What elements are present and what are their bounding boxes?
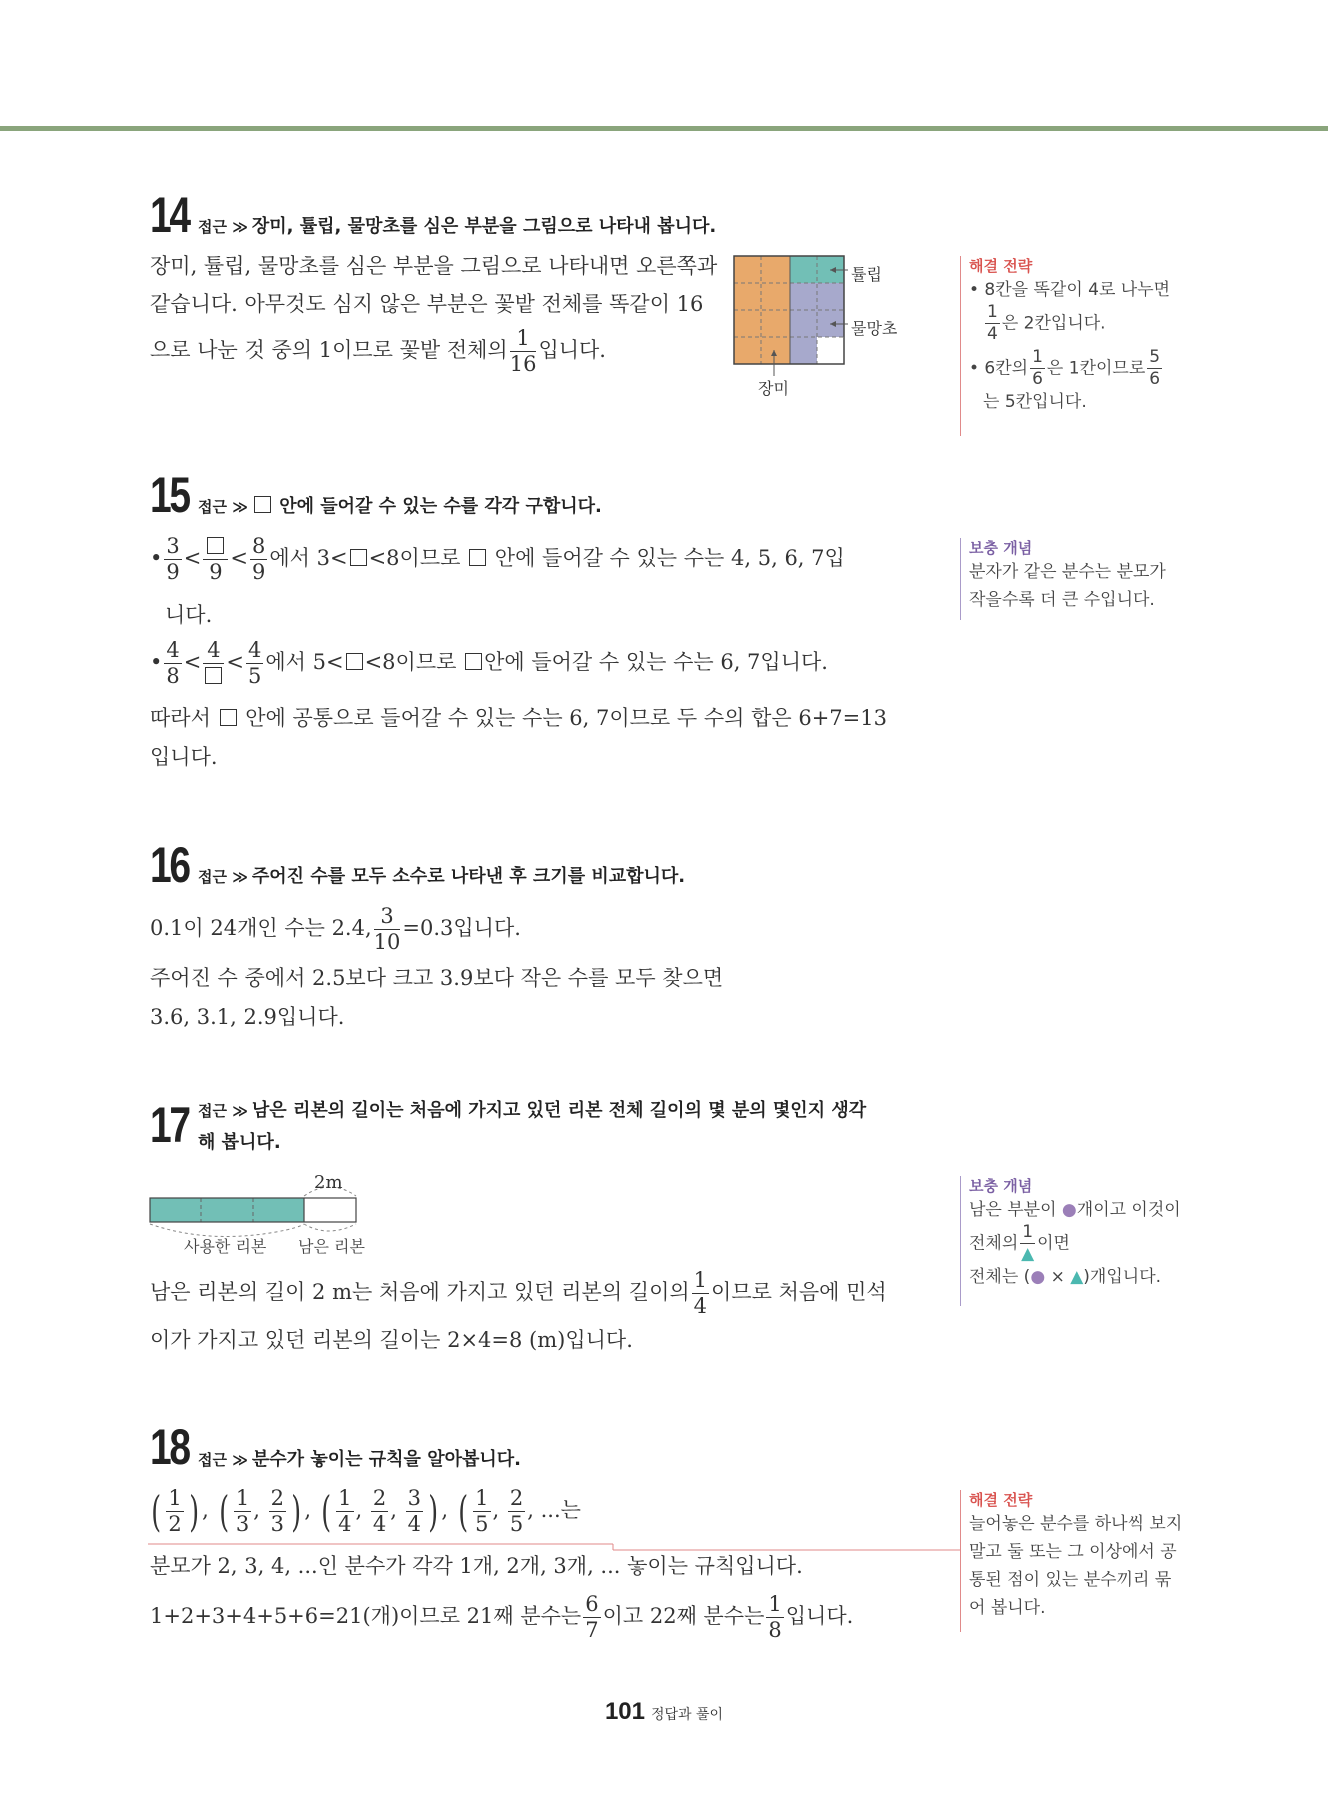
ribbon-figure — [148, 1172, 388, 1242]
note-head: 보충 개념 — [969, 1177, 1033, 1195]
fraction: $\frac{1}{16}$ — [509, 326, 537, 376]
p18-underline — [148, 1540, 978, 1554]
fraction: $\frac{5}{6}$ — [1149, 347, 1161, 389]
p18-line2: 분모가 2, 3, 4, ...인 분수가 각각 1개, 2개, 3개, ... 놓이는 규칙입니다. — [150, 1554, 803, 1578]
blank-box — [469, 549, 486, 566]
fraction: $\frac{1}{4}$ — [338, 1486, 352, 1536]
note-line: 늘어놓은 분수를 하나씩 보지 — [969, 1514, 1183, 1534]
fraction: $\frac{1}{2}$ — [168, 1486, 182, 1536]
p18-line3: 1+2+3+4+5+6=21(개)이므로 21째 분수는 $\frac{6}{7}$ 이고 22째 분수는 $\frac{1}{8}$ 입니다. — [150, 1592, 854, 1642]
approach-text: 남은 리본의 길이는 처음에 가지고 있던 리본 전체 길이의 몇 분의 몇인지 생각 — [251, 1100, 867, 1121]
approach-tag: 접근 ≫ — [198, 498, 248, 516]
p15-line3: 따라서 안에 공통으로 들어갈 수 있는 수는 6, 7이므로 두 수의 합은 6+7=13 — [150, 706, 887, 730]
fraction-group: ( $\frac{1}{4}$ , $\frac{2}{4}$ , $\frac{3}{4}$ ) , — [321, 1486, 455, 1536]
circle-icon: ● — [1061, 1200, 1077, 1220]
note-head: 보충 개념 — [969, 539, 1033, 557]
note-line: 전체의 $\frac{1}{▲}$ 이면 — [969, 1222, 1070, 1264]
p14-line3-end: 입니다. — [538, 338, 606, 362]
approach-tag: 접근 ≫ — [198, 1102, 248, 1120]
note-bullet1-cont: $\frac{1}{4}$ 은 2칸입니다. — [987, 302, 1106, 344]
blank-box — [220, 709, 237, 726]
fraction: $\frac{1}{4}$ — [987, 302, 998, 344]
fraction: $\frac{2}{5}$ — [509, 1486, 524, 1536]
p14-line3-text: 으로 나눈 것 중의 1이므로 꽃밭 전체의 — [150, 338, 508, 362]
p16-line3: 3.6, 3.1, 2.9입니다. — [150, 1005, 345, 1029]
note-17 — [960, 1176, 1219, 1306]
fraction: $\frac{1}{5}$ — [475, 1486, 489, 1536]
blank-box — [350, 549, 367, 566]
approach-tag: 접근 ≫ — [198, 218, 248, 236]
p17-line2: 이가 가지고 있던 리본의 길이는 2×4=8 (m)입니다. — [150, 1328, 633, 1352]
approach-18 — [198, 1445, 521, 1471]
problem-number-15: 15 — [150, 467, 189, 523]
note-bullet2-cont: 는 5칸입니다. — [983, 392, 1087, 412]
fraction: $\frac{2}{3}$ — [270, 1486, 285, 1536]
note-line: 어 봅니다. — [969, 1598, 1046, 1618]
fraction: 4 — [203, 640, 224, 687]
label-mangcho: 물망초 — [851, 319, 898, 338]
page-footer — [0, 1698, 1328, 1726]
p16-line2: 주어진 수 중에서 2.5보다 크고 3.9보다 작은 수를 모두 찾으면 — [150, 966, 724, 990]
p16-line1: 0.1이 24개인 수는 2.4, $\frac{3}{10}$ =0.3입니다. — [150, 904, 521, 954]
fraction: $\frac{3}{9}$ — [166, 534, 180, 584]
note-bullet2: • 6칸의 $\frac{1}{6}$ 은 1칸이므로 $\frac{5}{6}$ — [969, 347, 1161, 389]
left-ribbon-label: 남은 리본 — [298, 1237, 365, 1256]
page-number: 101 — [604, 1698, 645, 1725]
problem-number-18: 18 — [150, 1419, 189, 1475]
fraction-group: ( $\frac{1}{2}$ ) , — [151, 1486, 216, 1536]
p18-sequence — [148, 1488, 581, 1535]
circle-icon: ● — [1030, 1267, 1046, 1287]
fraction: $\frac{1}{▲}$ — [1021, 1222, 1035, 1264]
problem-number-17: 17 — [150, 1097, 189, 1153]
blank-box — [207, 537, 224, 554]
label-rose: 장미 — [758, 379, 789, 398]
left-ribbon — [304, 1198, 356, 1222]
p14-line1: 장미, 튤립, 물망초를 심은 부분을 그림으로 나타내면 오른쪽과 — [150, 254, 718, 278]
header-bar — [0, 126, 1328, 131]
blank-box — [205, 667, 222, 684]
ribbon-length-label: 2m — [314, 1172, 343, 1193]
p15-row1: • $\frac{3}{9}$ < 9 < $\frac{8}{9}$ 에서 3< <8이므로 안에 들어갈 수 있는 수는 4, 5, 6, 7입 — [150, 534, 845, 584]
fraction: $\frac{4}{5}$ — [247, 638, 262, 688]
approach-17 — [198, 1096, 866, 1122]
problem-number-16: 16 — [150, 837, 189, 893]
approach-text: 분수가 놓이는 규칙을 알아봅니다. — [251, 1449, 521, 1470]
footer-text: 정답과 풀이 — [650, 1707, 724, 1723]
fraction: $\frac{3}{10}$ — [373, 904, 401, 954]
note-line: 말고 둘 또는 그 이상에서 공 — [969, 1542, 1177, 1562]
triangle-icon: ▲ — [1021, 1244, 1035, 1264]
approach-16 — [198, 862, 685, 888]
used-ribbon-label: 사용한 리본 — [184, 1237, 267, 1256]
fraction: $\frac{3}{4}$ — [407, 1486, 421, 1536]
sequence-tail: , ...는 — [527, 1498, 581, 1522]
problem-number-14: 14 — [150, 187, 189, 243]
fraction: $\frac{1}{8}$ — [768, 1592, 782, 1642]
label-tulip: 튤립 — [851, 265, 882, 284]
fraction: 9 — [203, 536, 228, 583]
fraction-group: ( $\frac{1}{3}$ , $\frac{2}{3}$ ) , — [218, 1486, 318, 1536]
fraction: $\frac{6}{7}$ — [585, 1592, 599, 1642]
fraction: $\frac{1}{3}$ — [235, 1486, 250, 1536]
p14-line2: 같습니다. 아무것도 심지 않은 부분은 꽃밭 전체를 똑같이 16 — [150, 292, 704, 316]
approach-text: 주어진 수를 모두 소수로 나타낸 후 크기를 비교합니다. — [251, 866, 686, 887]
p15-row2: • $\frac{4}{8}$ < 4 < $\frac{4}{5}$ 에서 5< <8이므로 안에 들어갈 수 있는 수는 6, 7입니다. — [150, 638, 828, 688]
p15-row1-cont: 니다. — [165, 603, 213, 627]
blank-box — [346, 653, 363, 670]
note-head: 해결 전략 — [969, 1491, 1033, 1509]
fraction: $\frac{1}{4}$ — [693, 1268, 708, 1318]
fraction-group: ( $\frac{1}{5}$ , $\frac{2}{5}$ — [458, 1486, 524, 1536]
fraction: $\frac{8}{9}$ — [251, 534, 266, 584]
note-line: 작을수록 더 큰 수입니다. — [969, 590, 1155, 610]
note-bullet1: • 8칸을 똑같이 4로 나누면 — [969, 280, 1171, 300]
approach-14 — [198, 212, 716, 238]
note-line: 통된 점이 있는 분수끼리 묶 — [969, 1570, 1172, 1590]
p15-line4: 입니다. — [150, 745, 218, 769]
note-line: 남은 부분이 ●개이고 이것이 — [969, 1200, 1181, 1220]
approach-15 — [198, 492, 602, 518]
blank-box — [254, 496, 271, 513]
note-line: 전체는 (● × ▲)개입니다. — [969, 1267, 1162, 1287]
p17-line1: 남은 리본의 길이 2 m는 처음에 가지고 있던 리본의 길이의 $\frac{1}{4}$ 이므로 처음에 민석 — [150, 1268, 887, 1318]
approach-tag: 접근 ≫ — [198, 868, 248, 886]
note-line: 분자가 같은 분수는 분모가 — [969, 562, 1166, 582]
approach-17-cont: 해 봅니다. — [198, 1132, 281, 1153]
fraction: $\frac{2}{4}$ — [372, 1486, 387, 1536]
note-18 — [960, 1490, 1219, 1632]
note-15 — [960, 538, 1219, 620]
note-head: 해결 전략 — [969, 257, 1033, 275]
fraction: $\frac{4}{8}$ — [166, 638, 180, 688]
approach-tag: 접근 ≫ — [198, 1451, 248, 1469]
approach-text: 안에 들어갈 수 있는 수를 각각 구합니다. — [279, 496, 602, 517]
blank-box — [465, 653, 482, 670]
used-ribbon — [150, 1198, 304, 1222]
approach-text: 장미, 튤립, 물망초를 심은 부분을 그림으로 나타내 봅니다. — [251, 216, 717, 237]
triangle-icon: ▲ — [1070, 1267, 1084, 1287]
fraction: $\frac{1}{6}$ — [1032, 347, 1043, 389]
note-14 — [960, 256, 1219, 436]
p14-line3 — [150, 328, 606, 375]
